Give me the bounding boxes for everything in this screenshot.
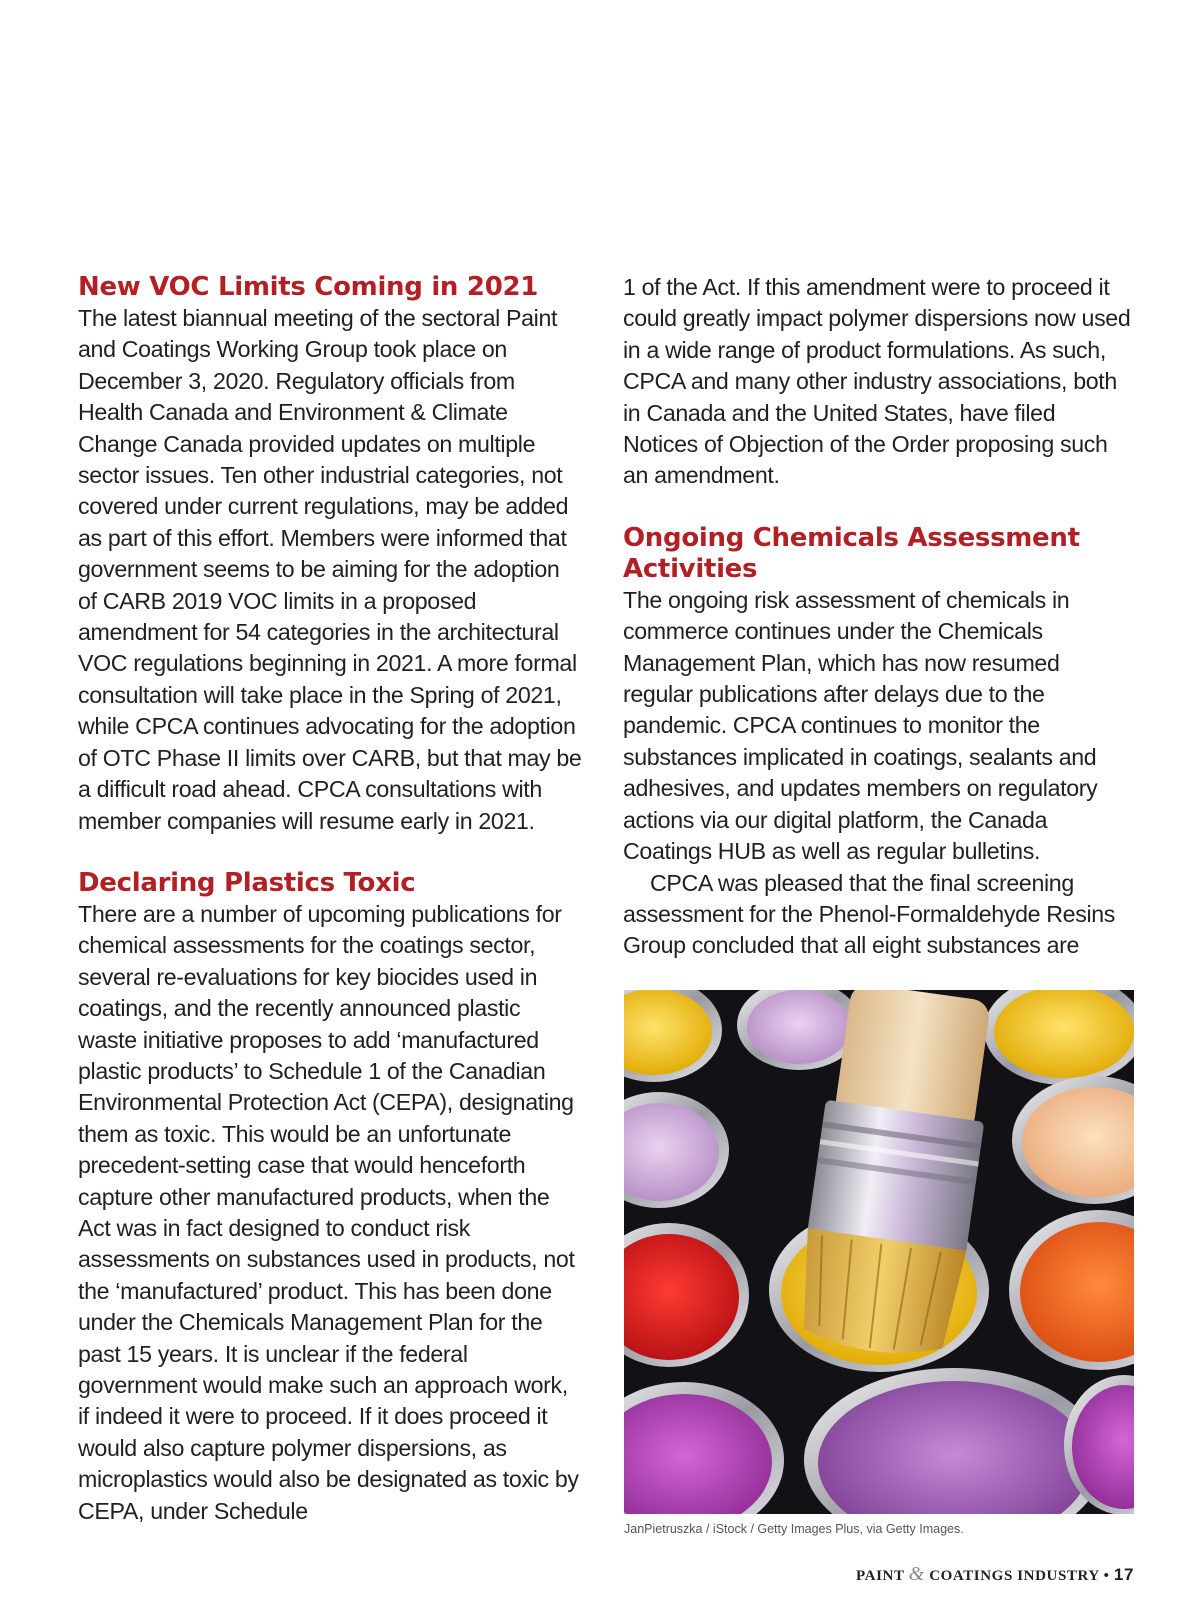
footer-ampersand: & (908, 1563, 925, 1585)
paragraph-chemicals-2: CPCA was pleased that the final screening assessment for the Phenol-Formaldehyde Resins Group concluded that all eight substances are (623, 869, 1116, 959)
page-number: 17 (1113, 1565, 1134, 1584)
left-column (78, 272, 583, 1527)
paragraph-chemicals-1: The ongoing risk assessment of chemicals in commerce continues under the Chemicals Management Plan, which has now resumed regular publications after delays due to the pandemic. CPCA continues to monitor the substances implicated in coatings, sealants and adhesives, and updates members on regulatory actions via our digital platform, the Canada Coatings HUB as well as regular bulletins. (623, 586, 1098, 865)
heading-declaring-plastics-toxic: Declaring Plastics Toxic (78, 867, 416, 898)
paragraph-continued: 1 of the Act. If this amendment were to proceed it could greatly impact polymer dispersions now used in a wide range of product formulations. As such, CPCA and many other industry associations, both in Canada and the United States, have filed Notices of Objection of the Order proposing such an amendment. (623, 274, 1131, 489)
page-footer (856, 1563, 1134, 1586)
photo-caption: JanPietruszka / iStock / Getty Images Plus, via Getty Images. (624, 1522, 964, 1536)
paint-cans-photo (624, 990, 1134, 1514)
footer-publication-part2: COATINGS INDUSTRY (929, 1568, 1100, 1584)
paragraph-voc: The latest biannual meeting of the sectoral Paint and Coatings Working Group took place on December 3, 2020. Regulatory officials from Health Canada and Environment & Climate Change Canada provided updates on multiple sector issues. Ten other industrial categories, not covered under current regulations, may be added as part of this effort. Members were informed that government seems to be aiming for the adoption of CARB 2019 VOC limits in a proposed amendment for 54 categories in the architectural VOC regulations beginning in 2021. A more formal consultation will take place in the Spring of 2021, while CPCA continues advocating for the adoption of OTC Phase II limits over CARB, but that may be a difficult road ahead. CPCA consultations with member companies will resume early in 2021. (78, 305, 582, 834)
paragraph-plastics: There are a number of upcoming publications for chemical assessments for the coatings sector, several re-evaluations for key biocides used in coatings, and the recently announced plastic waste initiative proposes to add ‘manufactured plastic products’ to Schedule 1 of the Canadian Environmental Protection Act (CEPA), designating them as toxic. This would be an unfortunate precedent-setting case that would henceforth capture other manufactured products, when the Act was in fact designed to conduct risk assessments on substances used in products, not the ‘manufactured’ product. This has been done under the Chemicals Management Plan for the past 15 years. It is unclear if the federal government would make such an approach work, if indeed it were to proceed. If it does proceed it would also capture polymer dispersions, as microplastics would also be designated as toxic by CEPA, under Schedule (78, 900, 579, 1524)
heading-new-voc-limits: New VOC Limits Coming in 2021 (78, 272, 539, 302)
footer-publication-part1: PAINT (856, 1568, 905, 1584)
right-column (623, 272, 1133, 962)
heading-ongoing-chemicals-assessment: Ongoing Chemicals Assessment Activities (623, 522, 1080, 584)
footer-separator: • (1103, 1568, 1110, 1584)
